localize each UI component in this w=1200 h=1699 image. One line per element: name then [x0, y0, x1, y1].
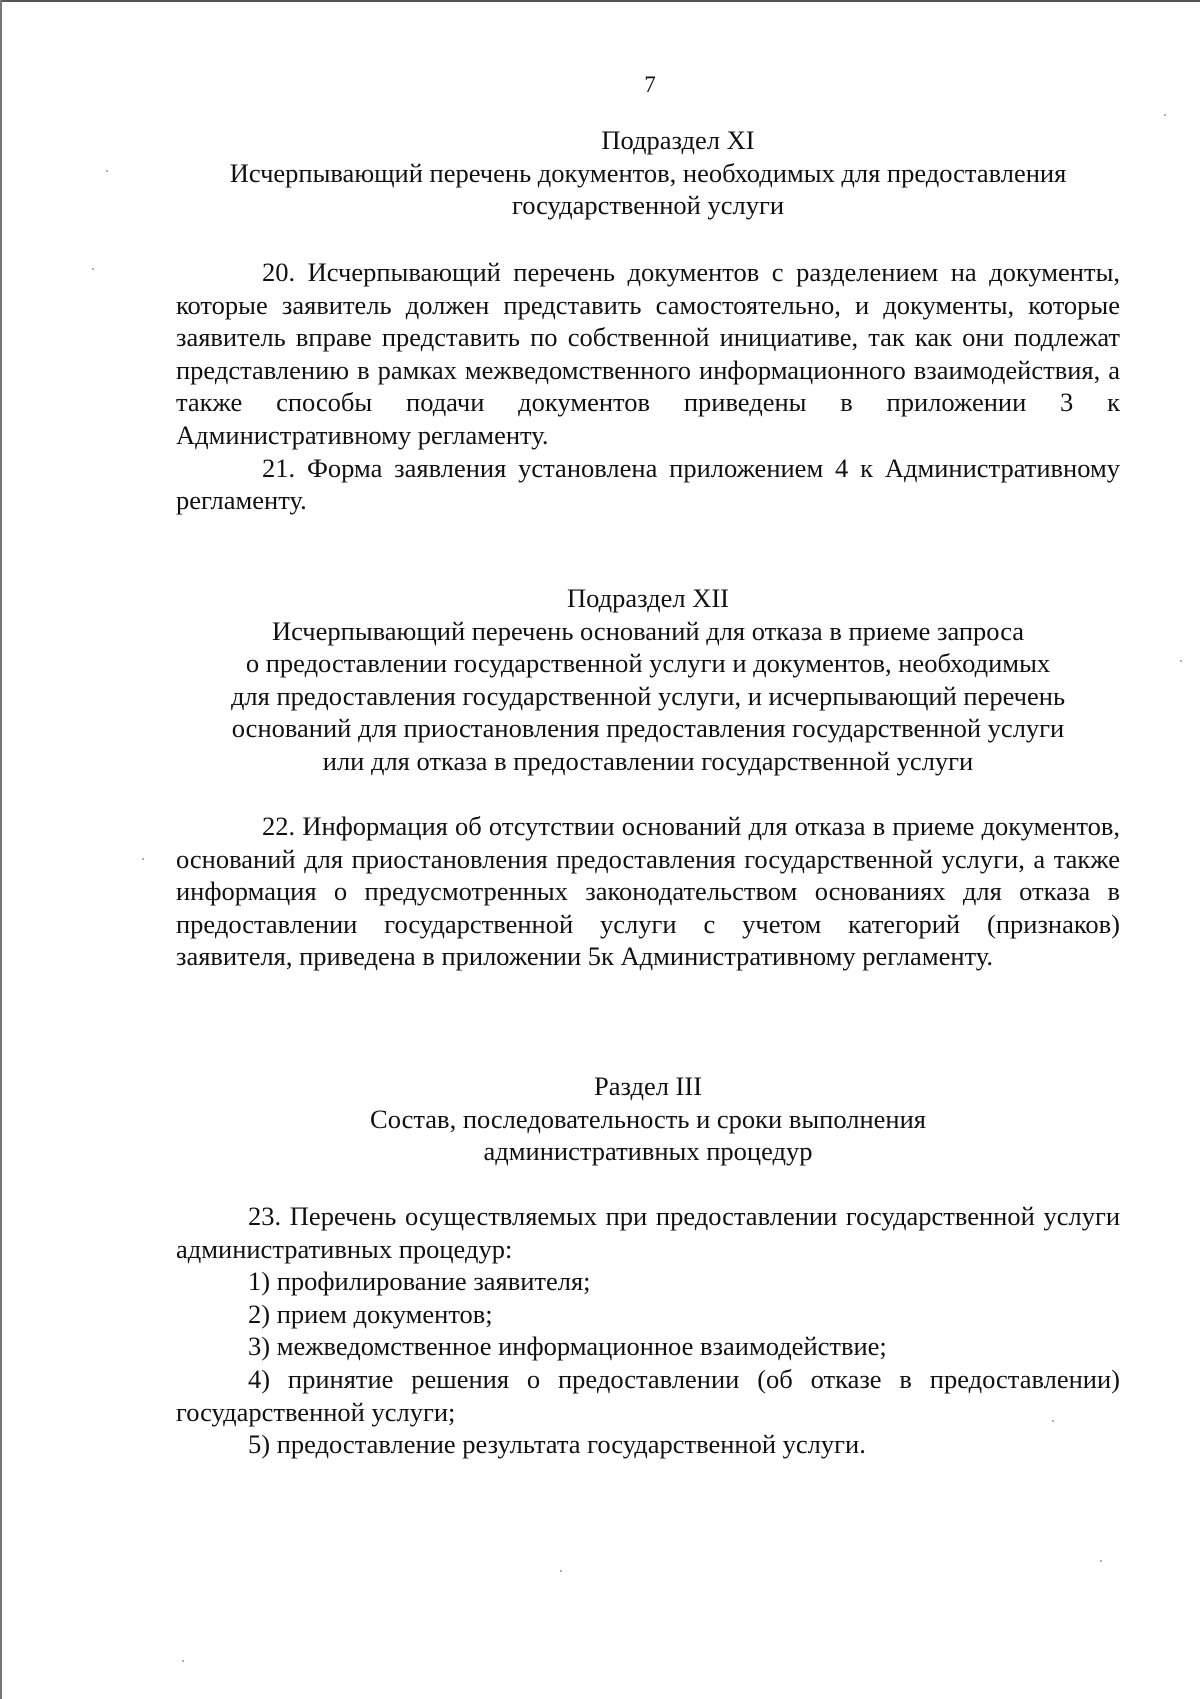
- scan-speck: [1180, 660, 1182, 662]
- paragraph-20-block: [176, 256, 1120, 517]
- procedure-item-1: 1) профилирование заявителя;: [248, 1266, 591, 1297]
- page-number: 7: [644, 72, 656, 97]
- subsection-11-title-line1: Исчерпывающий перечень документов, необходимых для предоставления: [229, 157, 1067, 188]
- procedure-item-2: 2) прием документов;: [248, 1298, 493, 1329]
- section-3-title-line2: административных процедур: [483, 1136, 813, 1167]
- scan-border-top: [0, 0, 1200, 2]
- subsection-11-title-line2: государственной услуги: [511, 190, 785, 221]
- scan-speck: [1164, 114, 1166, 116]
- subsection-12: [176, 582, 1120, 778]
- subsection-12-title-line3: для предоставления государственной услуги, и исчерпывающий перечень: [230, 680, 1066, 711]
- scan-speck: [182, 1660, 184, 1662]
- section-3: [176, 1070, 1120, 1168]
- subsection-12-title-line1: Исчерпывающий перечень оснований для отказа в приеме запроса: [271, 615, 1025, 646]
- procedure-item-4: 4) принятие решения о предоставлении (об отказе в предоставлении) государственной услуги;: [176, 1363, 1120, 1427]
- scan-speck: [142, 858, 144, 860]
- section-3-title-line1: Состав, последовательность и сроки выполнения: [370, 1103, 926, 1134]
- subsection-12-heading: Подраздел XII: [567, 583, 729, 613]
- scan-border-left: [0, 0, 2, 1699]
- subsection-11-heading: Подраздел XI: [601, 125, 755, 155]
- paragraph-21: 21. Форма заявления установлена приложением 4 к Административному регламенту.: [176, 452, 1120, 516]
- subsection-12-title-line2: о предоставлении государственной услуги и документов, необходимых: [245, 648, 1051, 679]
- scan-speck: [1052, 1420, 1054, 1422]
- paragraph-22: 22. Информация об отсутствии оснований для отказа в приеме документов, оснований для приостановления предоставления государственной услуги, а также информация о предусмотренных законодательством основаниях для отказа в предоставлении государственной услуги с учетом категорий (признаков) заявителя, приведена в приложении 5к Административному регламенту.: [176, 811, 1120, 972]
- scan-speck: [106, 170, 108, 172]
- procedure-item-5: 5) предоставление результата государственной услуги.: [248, 1429, 866, 1460]
- paragraph-23: 23. Перечень осуществляемых при предоставлении государственной услуги административных процедур:: [176, 1201, 1120, 1264]
- subsection-11: [176, 124, 1120, 222]
- procedure-item-3: 3) межведомственное информационное взаимодействие;: [248, 1331, 887, 1362]
- subsection-12-title-line4: оснований для приостановления предоставления государственной услуги: [231, 713, 1065, 744]
- scan-speck: [92, 268, 94, 270]
- scan-speck: [560, 1570, 562, 1572]
- scan-speck: [1100, 1560, 1102, 1562]
- section-3-heading: Раздел III: [593, 1071, 703, 1101]
- subsection-12-title-line5: или для отказа в предоставлении государственной услуги: [322, 745, 974, 776]
- paragraph-20: 20. Исчерпывающий перечень документов с разделением на документы, которые заявитель должен представить самостоятельно, и документы, которые заявитель вправе представить по собственной инициативе, так как они подлежат представлению в рамках межведомственного информационного взаимодействия, а также способы подачи документов приведены в приложении 3 к Административному регламенту.: [176, 257, 1120, 450]
- paragraph-22-block: [176, 810, 1120, 973]
- paragraph-23-block: [176, 1200, 1120, 1461]
